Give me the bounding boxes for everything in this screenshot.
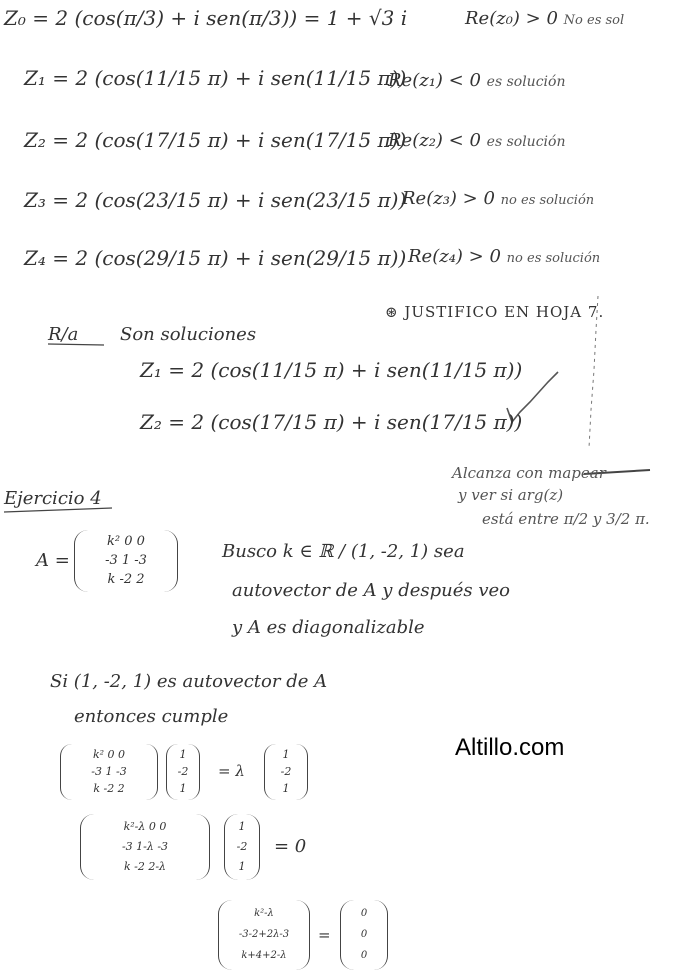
root-line-z0: Z₀ = 2 (cos(π/3) + i sen(π/3)) = 1 + √3 i — [4, 6, 408, 30]
root-line-z3: Z₃ = 2 (cos(23/15 π) + i sen(23/15 π)) — [24, 188, 407, 212]
eq2-matrix: k²-λ 0 0 -3 1-λ -3 k -2 2-λ — [80, 814, 210, 880]
eq1-matrix: k² 0 0 -3 1 -3 k -2 2 — [60, 744, 158, 800]
matrix-label: A = — [36, 550, 70, 571]
eq3-zero-vector: 0 0 0 — [340, 900, 388, 970]
teacher-note-line-1: Alcanza con mapear — [452, 464, 606, 482]
step-line-1: Si (1, -2, 1) es autovector de A — [50, 671, 328, 692]
root-cond-z3: Re(z₃) > 0 no es solución — [402, 188, 595, 209]
root-line-z1: Z₁ = 2 (cos(11/15 π) + i sen(11/15 π)) — [24, 66, 407, 90]
eq3-equals: = — [318, 926, 331, 944]
matrix-row: -3 1 -3 — [105, 553, 147, 568]
answer-line-2: Z₂ = 2 (cos(17/15 π) + i sen(17/15 π)) — [140, 410, 523, 434]
root-line-z4: Z₄ = 2 (cos(29/15 π) + i sen(29/15 π)) — [24, 246, 407, 270]
matrix-row: k -2 2 — [107, 572, 145, 587]
statement-line-3: y A es diagonalizable — [232, 617, 425, 638]
eq1-vector: 1 -2 1 — [166, 744, 200, 800]
eq1-equals-lambda: = λ — [218, 762, 245, 780]
root-cond-z1: Re(z₁) < 0 es solución — [388, 70, 566, 91]
teacher-note-line-3: está entre π/2 y 3/2 π. — [482, 510, 650, 528]
eq2-vector: 1 -2 1 — [224, 814, 260, 880]
root-cond-z0: Re(z₀) > 0 No es sol — [465, 8, 625, 29]
eq2-rhs: = 0 — [274, 836, 307, 857]
statement-line-1: Busco k ∈ ℝ / (1, -2, 1) sea — [222, 541, 465, 562]
matrix-a — [74, 530, 178, 592]
root-cond-z4: Re(z₄) > 0 no es solución — [408, 246, 601, 267]
root-cond-z2: Re(z₂) < 0 es solución — [388, 130, 566, 151]
justify-note: ⊛ JUSTIFICO EN HOJA 7. — [385, 303, 605, 321]
step-line-2: entonces cumple — [74, 706, 229, 727]
watermark-text: Altillo.com — [455, 734, 565, 761]
answer-line-1: Z₁ = 2 (cos(11/15 π) + i sen(11/15 π)) — [140, 358, 523, 382]
teacher-note-line-2: y ver si arg(z) — [458, 486, 564, 504]
matrix-row: k² 0 0 — [107, 534, 145, 549]
root-line-z2: Z₂ = 2 (cos(17/15 π) + i sen(17/15 π)) — [24, 128, 407, 152]
answer-label: R/a — [48, 324, 79, 345]
eq1-rhs-vector: 1 -2 1 — [264, 744, 308, 800]
statement-line-2: autovector de A y después veo — [232, 580, 510, 601]
exercise-title: Ejercicio 4 — [4, 488, 102, 509]
eq3-vector: k²-λ -3-2+2λ-3 k+4+2-λ — [218, 900, 310, 970]
answer-text: Son soluciones — [120, 324, 257, 345]
